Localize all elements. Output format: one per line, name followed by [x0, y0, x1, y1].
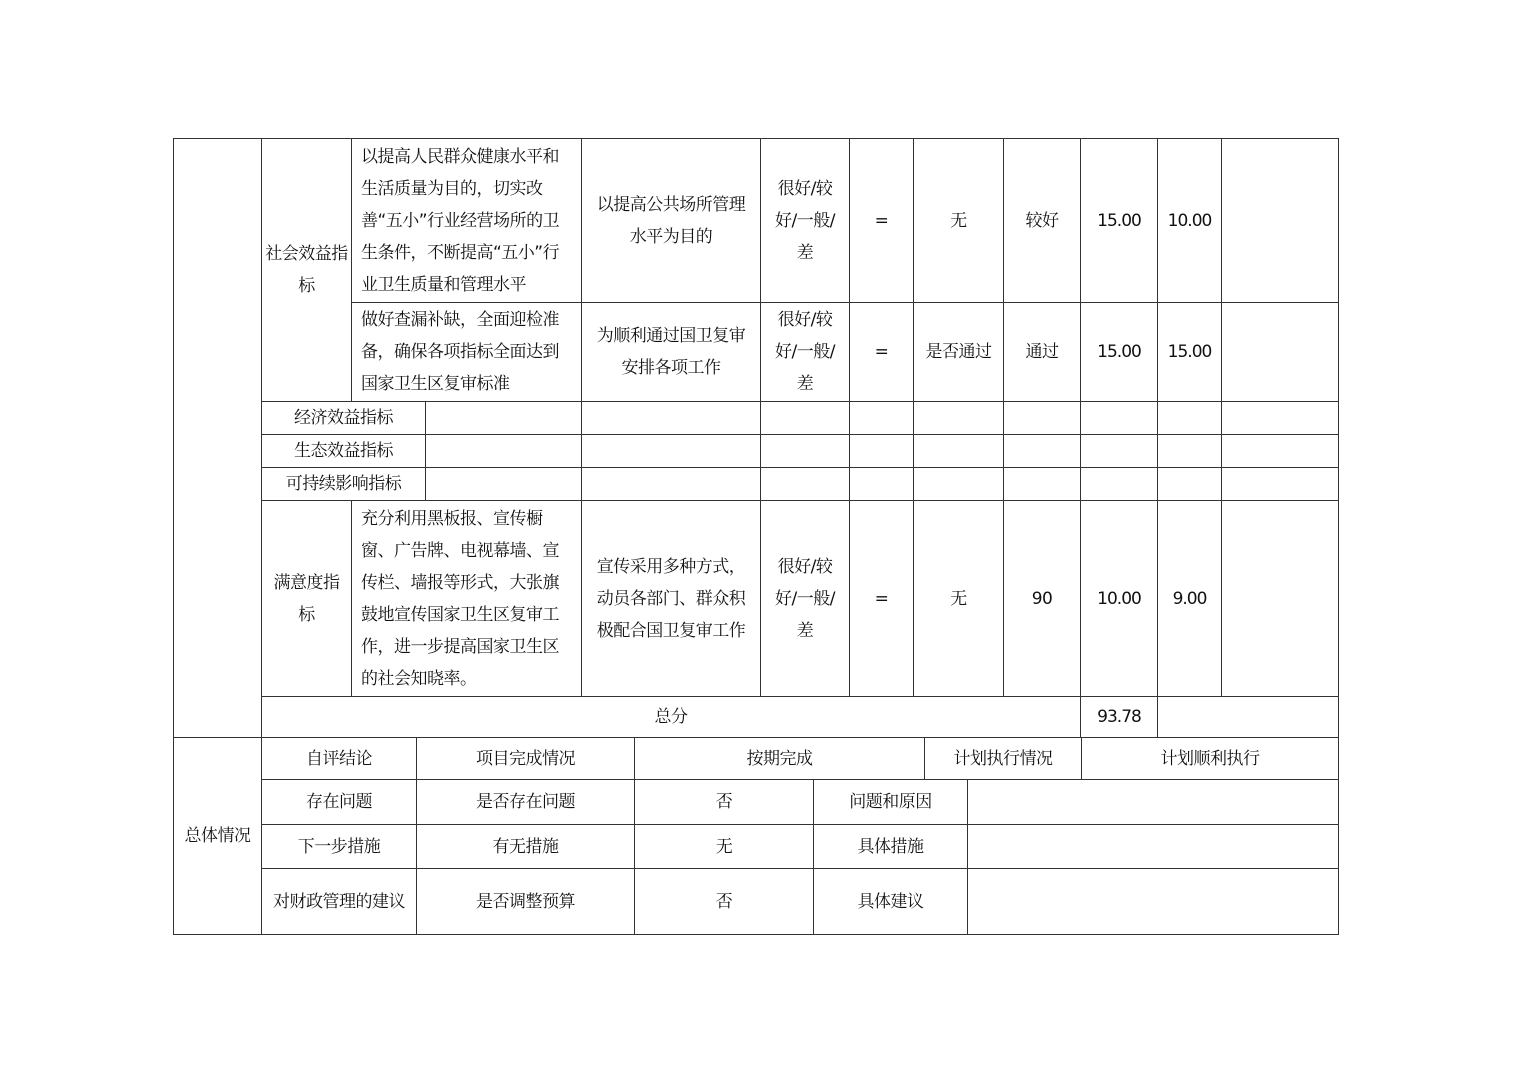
indicator-note — [1222, 501, 1339, 697]
indicator-actual: 通过 — [1004, 303, 1081, 402]
indicator-content: 做好查漏补缺，全面迎检准备，确保各项指标全面达到国家卫生区复审标准 — [352, 303, 582, 402]
indicator-weight: 15.00 — [1081, 303, 1158, 402]
table-row — [174, 738, 1339, 780]
advice-label: 对财政管理的建议 — [262, 869, 417, 935]
indicator-target-value: 是否通过 — [914, 303, 1004, 402]
indicator-table — [173, 138, 1339, 738]
total-label: 总分 — [262, 697, 1081, 738]
next-steps-question: 有无措施 — [417, 825, 635, 869]
table-row — [174, 468, 1339, 501]
advice-answer: 否 — [635, 869, 814, 935]
problems-label: 存在问题 — [262, 780, 417, 825]
indicator-actual: 90 — [1004, 501, 1081, 697]
table-row — [174, 825, 1339, 869]
plan-label: 计划执行情况 — [925, 738, 1082, 780]
indicator-target: 宣传采用多种方式，动员各部门、群众积极配合国卫复审工作 — [582, 501, 761, 697]
advice-question: 是否调整预算 — [417, 869, 635, 935]
total-value: 93.78 — [1081, 697, 1158, 738]
table-row — [174, 139, 1339, 303]
reason-label: 问题和原因 — [814, 780, 968, 825]
category-satisfaction: 满意度指标 — [262, 501, 352, 697]
category-social: 社会效益指标 — [262, 139, 352, 402]
indicator-score: 9.00 — [1158, 501, 1222, 697]
category-sustainable: 可持续影响指标 — [262, 468, 426, 501]
indicator-operator: = — [850, 501, 914, 697]
overall-label: 总体情况 — [174, 738, 262, 935]
table-row — [174, 697, 1339, 738]
category-ecological: 生态效益指标 — [262, 435, 426, 468]
indicator-standard: 很好/较好/一般/差 — [761, 303, 850, 402]
indicator-content: 以提高人民群众健康水平和生活质量为目的，切实改善“五小”行业经营场所的卫生条件，不断提高“五小”行业卫生质量和管理水平 — [352, 139, 582, 303]
next-steps-answer: 无 — [635, 825, 814, 869]
indicator-target: 以提高公共场所管理水平为目的 — [582, 139, 761, 303]
category-economic: 经济效益指标 — [262, 402, 426, 435]
measures-label: 具体措施 — [814, 825, 968, 869]
indicator-operator: = — [850, 303, 914, 402]
indicator-target: 为顺利通过国卫复审安排各项工作 — [582, 303, 761, 402]
completion-value: 按期完成 — [635, 738, 925, 780]
table-row — [174, 501, 1339, 697]
advice-detail-label: 具体建议 — [814, 869, 968, 935]
problems-question: 是否存在问题 — [417, 780, 635, 825]
indicator-target-value: 无 — [914, 501, 1004, 697]
indicator-note — [1222, 303, 1339, 402]
table-row — [174, 869, 1339, 935]
table-row — [174, 435, 1339, 468]
completion-label: 项目完成情况 — [417, 738, 635, 780]
indicator-score: 15.00 — [1158, 303, 1222, 402]
problems-answer: 否 — [635, 780, 814, 825]
indicator-content: 充分利用黑板报、宣传橱窗、广告牌、电视幕墙、宣传栏、墙报等形式，大张旗鼓地宣传国家卫生区复审工作，进一步提高国家卫生区的社会知晓率。 — [352, 501, 582, 697]
left-margin-cell — [174, 139, 262, 738]
indicator-operator: = — [850, 139, 914, 303]
indicator-target-value: 无 — [914, 139, 1004, 303]
indicator-actual: 较好 — [1004, 139, 1081, 303]
table-row — [174, 402, 1339, 435]
advice-detail-value — [968, 869, 1339, 935]
reason-value — [968, 780, 1339, 825]
indicator-standard: 很好/较好/一般/差 — [761, 139, 850, 303]
indicator-weight: 10.00 — [1081, 501, 1158, 697]
overall-table — [173, 737, 1339, 935]
indicator-standard: 很好/较好/一般/差 — [761, 501, 850, 697]
plan-value: 计划顺利执行 — [1082, 738, 1339, 780]
table-row — [174, 780, 1339, 825]
indicator-score: 10.00 — [1158, 139, 1222, 303]
next-steps-label: 下一步措施 — [262, 825, 417, 869]
self-eval-label: 自评结论 — [262, 738, 417, 780]
measures-value — [968, 825, 1339, 869]
indicator-note — [1222, 139, 1339, 303]
indicator-weight: 15.00 — [1081, 139, 1158, 303]
